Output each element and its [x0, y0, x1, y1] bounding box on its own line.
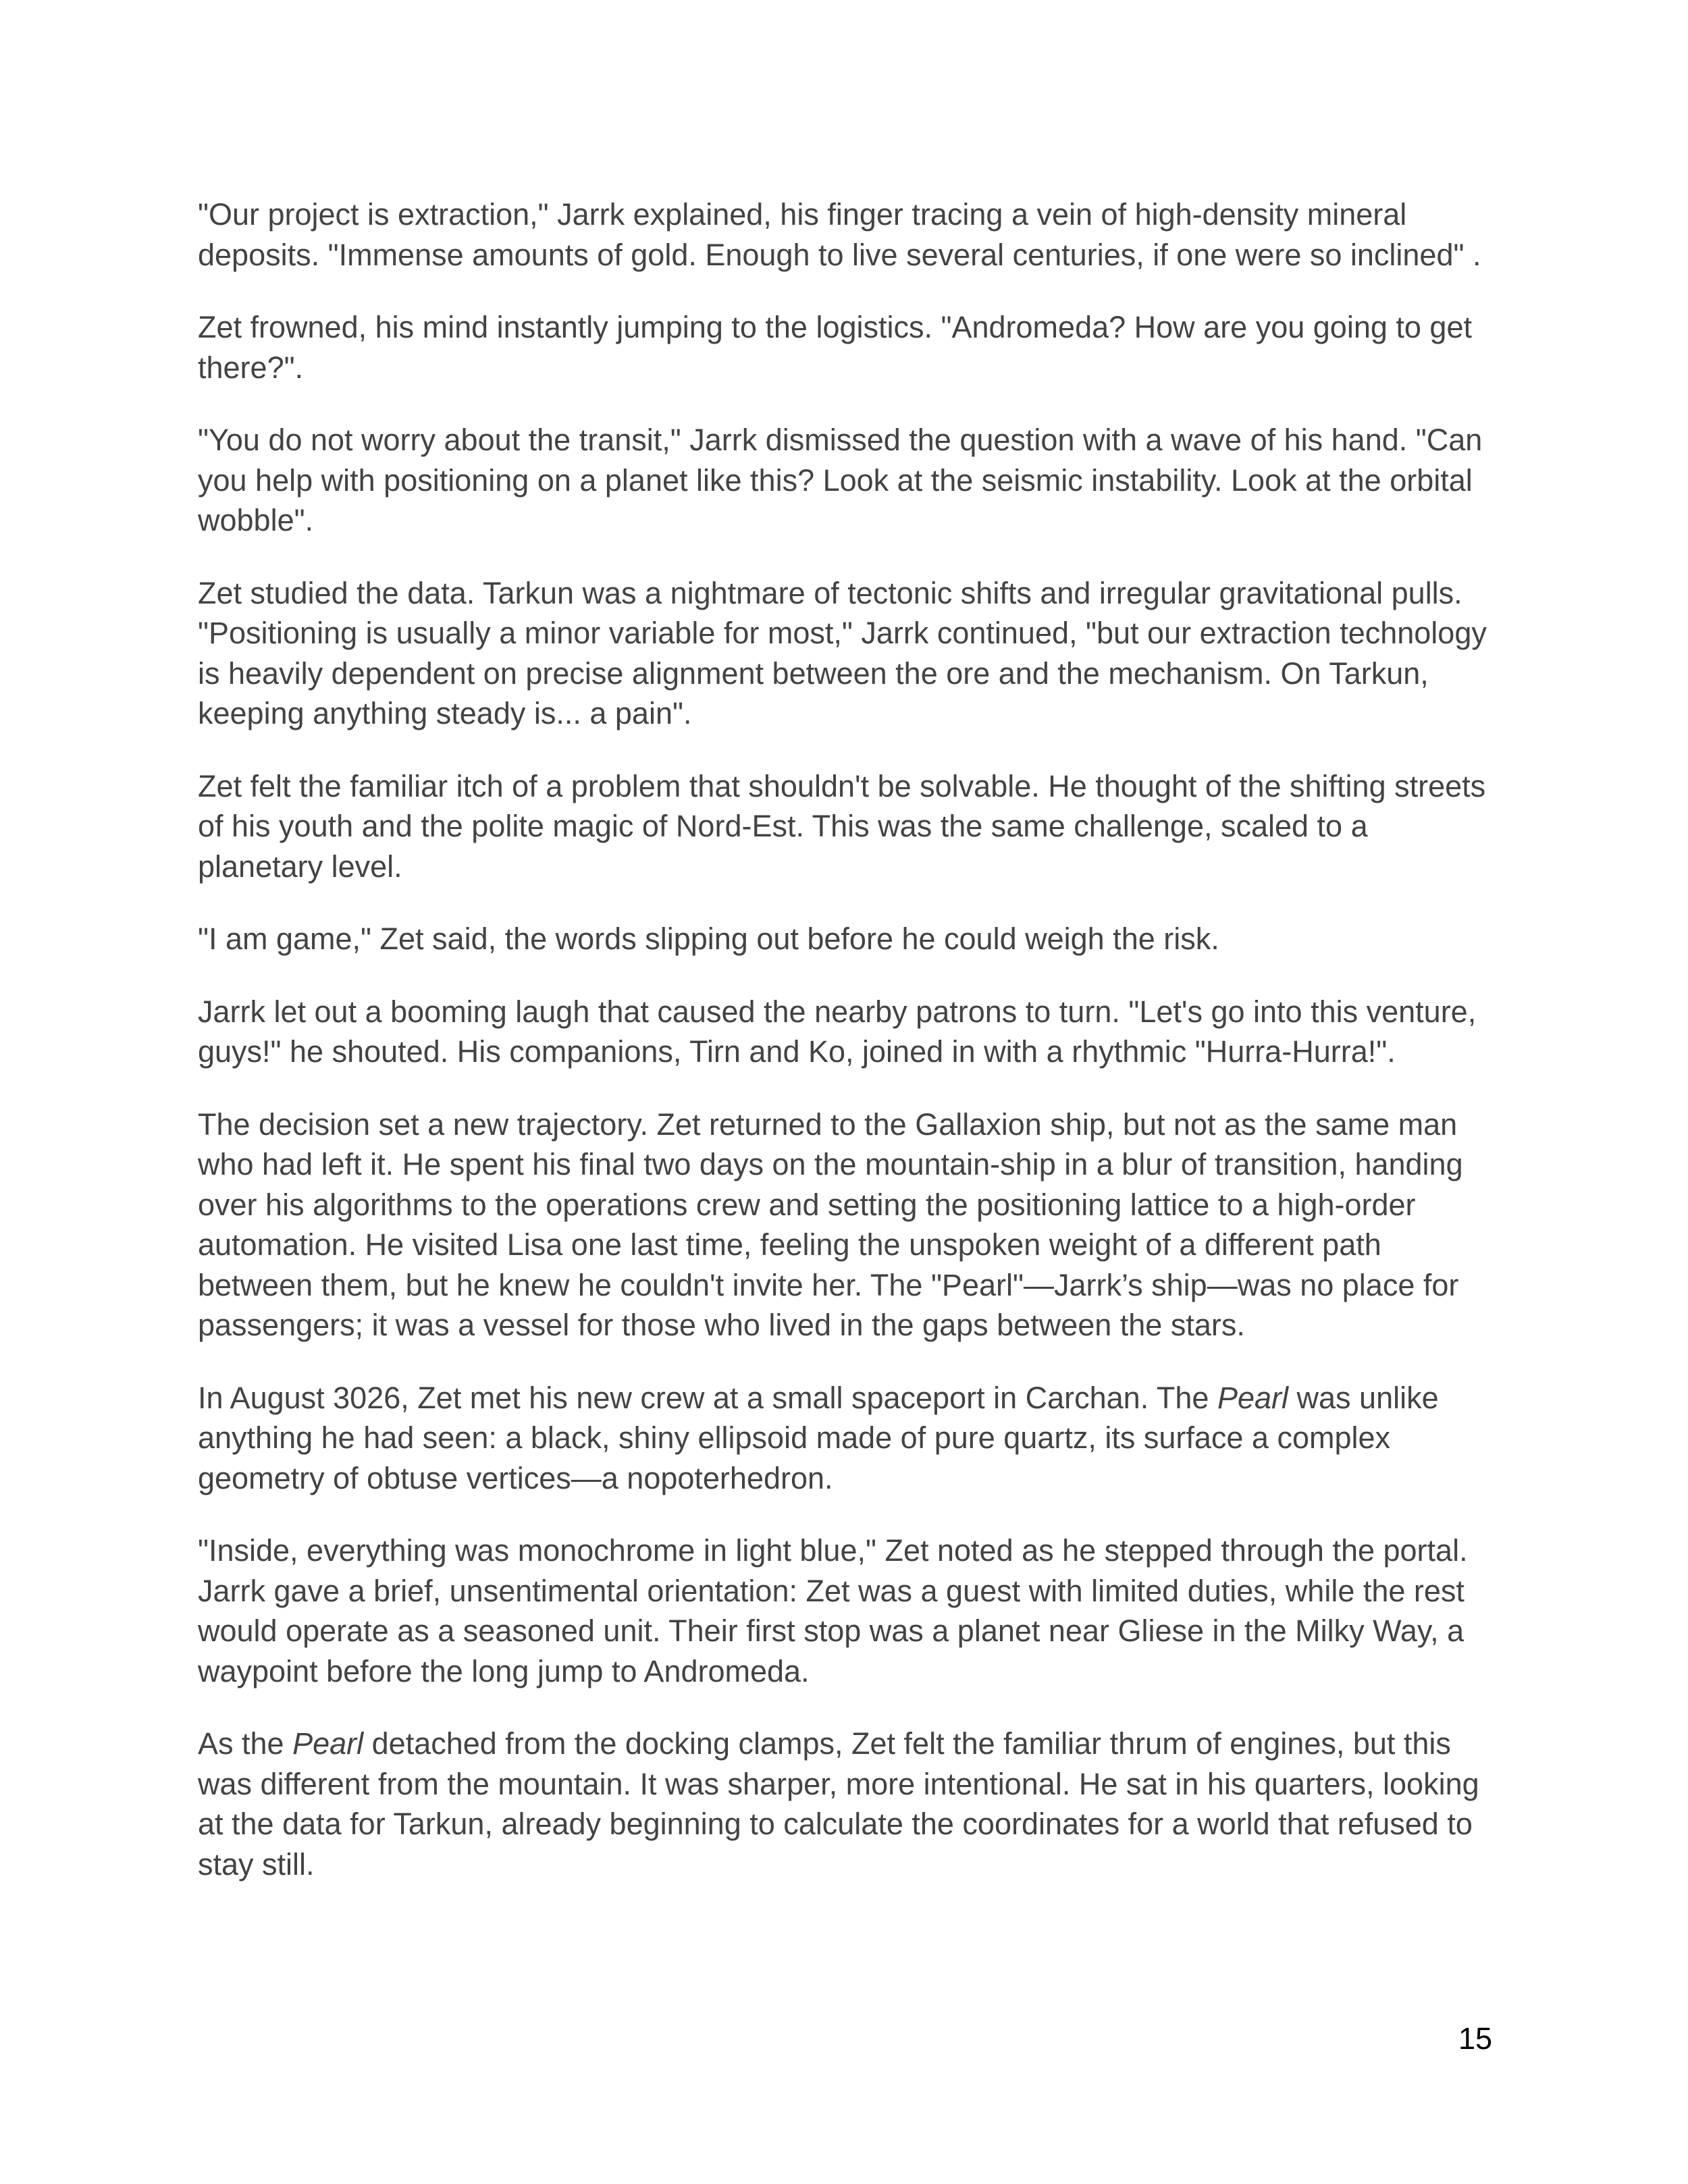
paragraph-text: detached from the docking clamps, Zet felt the familiar thrum of engines, but this was different from the mountain. It was sharper, more intentional. He sat in his quarters, looking at the data for Tarkun, already beginning to calculate the coordinates for a world that refused to stay still.: [198, 1726, 1479, 1882]
paragraph: [198, 992, 1489, 1072]
paragraph-text: The decision set a new trajectory. Zet returned to the Gallaxion ship, but not as the same man who had left it. He spent his final two days on the mountain-ship in a blur of transition, handing over his algorithms to the operations crew and setting the positioning lattice to a high-order automation. He visited Lisa one last time, feeling the unspoken weight of a different path between them, but he knew he couldn't invite her. The "Pearl"—Jarrk’s ship—was no place for passengers; it was a vessel for those who lived in the gaps between the stars.: [198, 1107, 1463, 1342]
paragraph: [198, 1104, 1489, 1346]
ship-name-italic: Pearl: [292, 1726, 364, 1761]
ship-name-italic: Pearl: [1217, 1380, 1289, 1415]
paragraph-text: As the: [198, 1726, 293, 1761]
paragraph: [198, 194, 1489, 275]
paragraph: [198, 766, 1489, 887]
paragraph: [198, 573, 1489, 734]
paragraph-text: "I am game," Zet said, the words slipping out before he could weigh the risk.: [198, 922, 1219, 956]
paragraph: [198, 1378, 1489, 1499]
paragraph-text: In August 3026, Zet met his new crew at a small spaceport in Carchan. The: [198, 1380, 1217, 1415]
paragraph-text: Zet felt the familiar itch of a problem that shouldn't be solvable. He thought of the shifting streets of his youth and the polite magic of Nord-Est. This was the same challenge, scaled to a planetary level.: [198, 768, 1486, 884]
paragraph: [198, 1724, 1489, 1884]
paragraph: [198, 307, 1489, 388]
paragraph-text: Jarrk let out a booming laugh that caused the nearby patrons to turn. "Let's go into this venture, guys!" he shouted. His companions, Tirn and Ko, joined in with a rhythmic "Hurra-Hurra!".: [198, 994, 1477, 1069]
paragraph-text: "Our project is extraction," Jarrk explained, his finger tracing a vein of high-density mineral deposits. "Immense amounts of gold. Enough to live several centuries, if one were so inclined" .: [198, 197, 1481, 272]
paragraph: [198, 420, 1489, 541]
paragraph-text: "Inside, everything was monochrome in light blue," Zet noted as he stepped through the portal. Jarrk gave a brief, unsentimental orientation: Zet was a guest with limited duties, while the rest would operate as a seasoned unit. Their first stop was a planet near Gliese in the Milky Way, a waypoint before the long jump to Andromeda.: [198, 1533, 1468, 1688]
body-text: [198, 194, 1489, 1884]
page-number: 15: [1458, 2021, 1492, 2056]
paragraph-text: was unlike anything he had seen: a black, shiny ellipsoid made of pure quartz, its surface a complex geometry of obtuse vertices—a nopoterhedron.: [198, 1380, 1439, 1495]
paragraph-text: Zet studied the data. Tarkun was a nightmare of tectonic shifts and irregular gravitational pulls. "Positioning is usually a minor variable for most," Jarrk continued, "but our extraction technology is heavily dependent on precise alignment between the ore and the mechanism. On Tarkun, keeping anything steady is... a pain".: [198, 575, 1487, 730]
paragraph-text: "You do not worry about the transit," Jarrk dismissed the question with a wave of his hand. "Can you help with positioning on a planet like this? Look at the seismic instability. Look at the orbital wobble".: [198, 423, 1483, 537]
paragraph: [198, 919, 1489, 959]
paragraph-text: Zet frowned, his mind instantly jumping to the logistics. "Andromeda? How are you going to get there?".: [198, 310, 1472, 385]
paragraph: [198, 1530, 1489, 1691]
